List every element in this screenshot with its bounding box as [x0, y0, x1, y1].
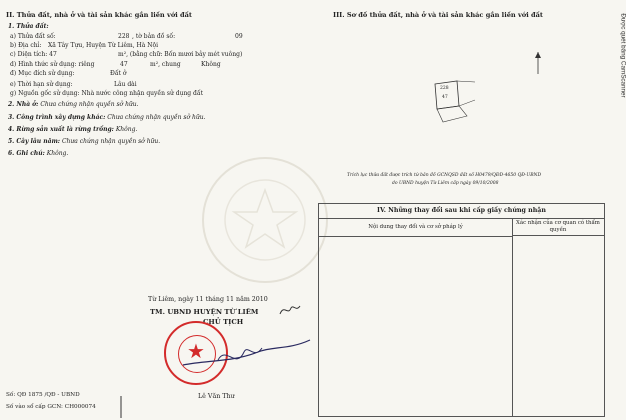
section2-title: II. Thửa đất, nhà ở và tài sản khác gắn liền với đất [6, 11, 192, 19]
notes-value: Không. [46, 150, 69, 157]
section4-title: IV. Những thay đổi sau khi cấp giấy chứng nhận [319, 204, 604, 219]
signer-name: Lê Văn Thư [198, 393, 235, 400]
construction-label: 3. Công trình xây dựng khác: [8, 114, 106, 121]
origin-label: g) Nguồn gốc sử dụng: Nhà nước công nhận quyền sử dụng đất [10, 90, 203, 97]
map-sheet-label: , tờ bản đồ số: [132, 33, 176, 40]
signature-org: TM. UBND HUYỆN TỪ LIÊM [150, 308, 259, 316]
house-value: Chưa chứng nhận quyền sở hữu. [40, 101, 139, 108]
trees-label: 5. Cây lâu năm: [8, 138, 61, 145]
forest-label: 4. Rừng sản xuất là rừng trồng: [8, 126, 114, 133]
address-value: Xã Tây Tựu, Huyện Từ Liêm, Hà Nội [48, 42, 159, 49]
parcel-number-value: 228 [118, 33, 130, 40]
use-form-rieng: 47 [120, 61, 128, 68]
house-label: 2. Nhà ở: [8, 101, 39, 108]
construction-value: Chưa chứng nhận quyền sở hữu. [107, 114, 206, 121]
purpose-label: đ) Mục đích sử dụng: [10, 70, 75, 77]
forest-value: Không. [115, 126, 138, 133]
small-signature-icon [278, 302, 302, 318]
use-form-chung-value: Không [201, 61, 221, 68]
extract-note-line2: do UBND huyện Từ Liêm cấp ngày 09/10/2008 [392, 181, 499, 186]
parcel-sketch [425, 78, 485, 130]
decision-number: Số: QĐ 1875 /QĐ - UBND [6, 392, 80, 398]
notes-label: 6. Ghi chú: [8, 150, 45, 157]
changes-table [318, 203, 605, 417]
parcel-area: 47 [442, 95, 448, 100]
signature-date: Từ Liêm, ngày 11 tháng 11 năm 2010 [148, 296, 268, 303]
extract-note-line1: Trích lục thửa đất được trích từ bản đồ GCNQSD đất số H0479/QĐD-4650 QĐ-UBND [347, 173, 542, 178]
address-label: b) Địa chỉ: [10, 42, 42, 49]
duration-label: e) Thời hạn sử dụng: [10, 81, 73, 88]
official-red-seal: ★ [164, 321, 228, 385]
area-label: c) Diện tích: 47 [10, 51, 57, 58]
parcel-number-label: a) Thửa đất số: [10, 33, 56, 40]
cert-book-number: Số vào sổ cấp GCN: CH000074 [6, 404, 96, 410]
signature-scribble [178, 330, 318, 380]
background-emblem-watermark [195, 150, 335, 290]
section3-title: III. Sơ đồ thửa đất, nhà ở và tài sản khác gắn liền với đất [333, 11, 543, 19]
parcel-heading: 1. Thửa đất: [8, 23, 49, 30]
camscanner-watermark: Được quét bằng CamScanner [619, 13, 626, 98]
use-form-chung: m², chung [150, 61, 181, 68]
use-form-label: d) Hình thức sử dụng: riêng [10, 61, 95, 68]
column-authority-confirm: Xác nhận của cơ quan có thẩm quyền [512, 218, 604, 236]
pen-mark-icon [115, 396, 127, 420]
signature-role: CHỦ TỊCH [203, 318, 244, 326]
purpose-value: Đất ở [110, 70, 127, 77]
map-sheet-value: 09 [235, 33, 243, 40]
trees-value: Chưa chứng nhận quyền sở hữu. [61, 138, 161, 145]
column-changes-content: Nội dung thay đổi và cơ sở pháp lý [319, 218, 512, 237]
parcel-label: 228 [440, 86, 449, 91]
area-note: m², (bằng chữ: Bốn mươi bảy mét vuông) [118, 51, 243, 58]
north-arrow-icon [528, 52, 548, 76]
duration-value: Lâu dài [114, 81, 137, 88]
